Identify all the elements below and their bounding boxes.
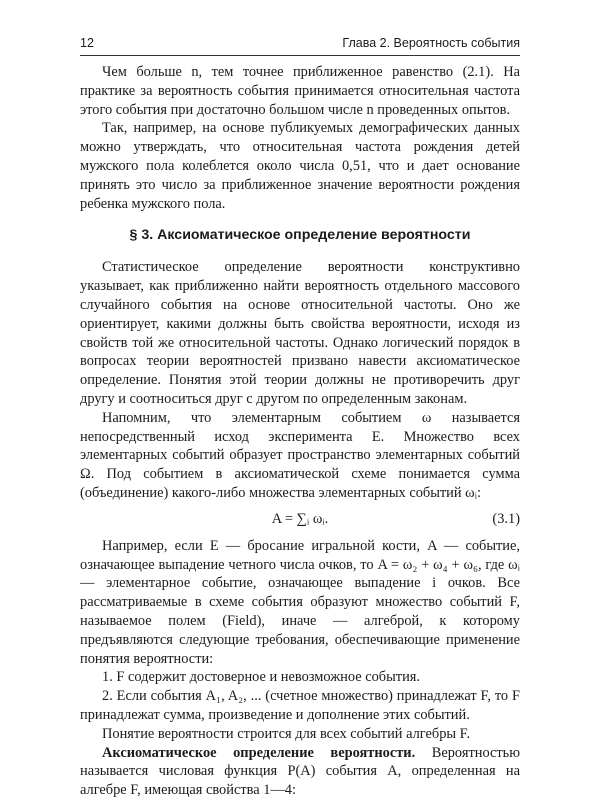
page-body — [80, 63, 520, 800]
paragraph-1: Чем больше n, тем точнее приближенное равенство (2.1). На практике за вероятность события принимается относительная частота этого события при достаточно большом числе n проведенных опытов. — [80, 64, 520, 118]
list-item-2: 2. Если события A₁, A₂, ... (счетное множество) принадлежат F, то F принадлежат сумма, произведение и дополнение этих событий. — [80, 688, 520, 723]
page-number: 12 — [80, 36, 94, 50]
header-rule — [80, 55, 520, 56]
page-header — [80, 33, 520, 53]
formula-expression: A = ∑ᵢ ωᵢ. — [271, 510, 329, 527]
section-heading: § 3. Аксиоматическое определение вероятности — [129, 227, 471, 244]
formula-block — [80, 505, 520, 535]
paragraph-7 — [80, 744, 520, 800]
paragraph-2: Так, например, на основе публикуемых демографических данных можно утверждать, что относительная частота рождения детей мужского пола колеблется около числа 0,51, что и дает основание принять это число за приближенное значение вероятности рождения ребенка мужского пола. — [80, 120, 520, 212]
paragraph-6: Понятие вероятности строится для всех событий алгебры F. — [102, 725, 471, 742]
paragraph-3: Статистическое определение вероятности конструктивно указывает, как приближенно найти вероятность отдельного массового случайного события на основе относительной частоты. Оно же ориентирует, какими должны быть свойства вероятности, исходя из свойств той же относительной частоты. Однако логический порядок в вопросах теории вероятностей призвано навести аксиоматическое определение. Понятия этой теории должны не противоречить друг другу и соотноситься друг с другом по определенным законам. — [80, 259, 520, 407]
definition-term: Аксиоматическое определение вероятности. — [102, 744, 416, 761]
running-title: Глава 2. Вероятность события — [342, 36, 520, 50]
list-item-1: 1. F содержит достоверное и невозможное события. — [102, 669, 420, 686]
definition-text: Вероятностью называется числовая функция P(A) события A, определенная на алгебре F, имеющая свойства 1—4: — [80, 744, 520, 799]
formula-number: (3.1) — [492, 510, 520, 527]
paragraph-4: Напомним, что элементарным событием ω называется непосредственный исход эксперимента E. Множество всех элементарных событий образует пространство элементарных событий Ω. Под событием в аксиоматической схеме понимается сумма (объединение) какого-либо множества элементарных событий ωᵢ: — [80, 409, 520, 501]
paragraph-5: Например, если E — бросание игральной кости, A — событие, означающее выпадение четного числа очков, то A = ω₂ + ω₄ + ω₆, где ωᵢ — элементарное событие, означающее выпадение i очков. Все рассматриваемые в схеме события образуют множество событий F, называемое полем (Field), иначе — алгеброй, к которому предъявляются следующие требования, обеспечивающие применение понятия вероятности: — [80, 537, 520, 667]
